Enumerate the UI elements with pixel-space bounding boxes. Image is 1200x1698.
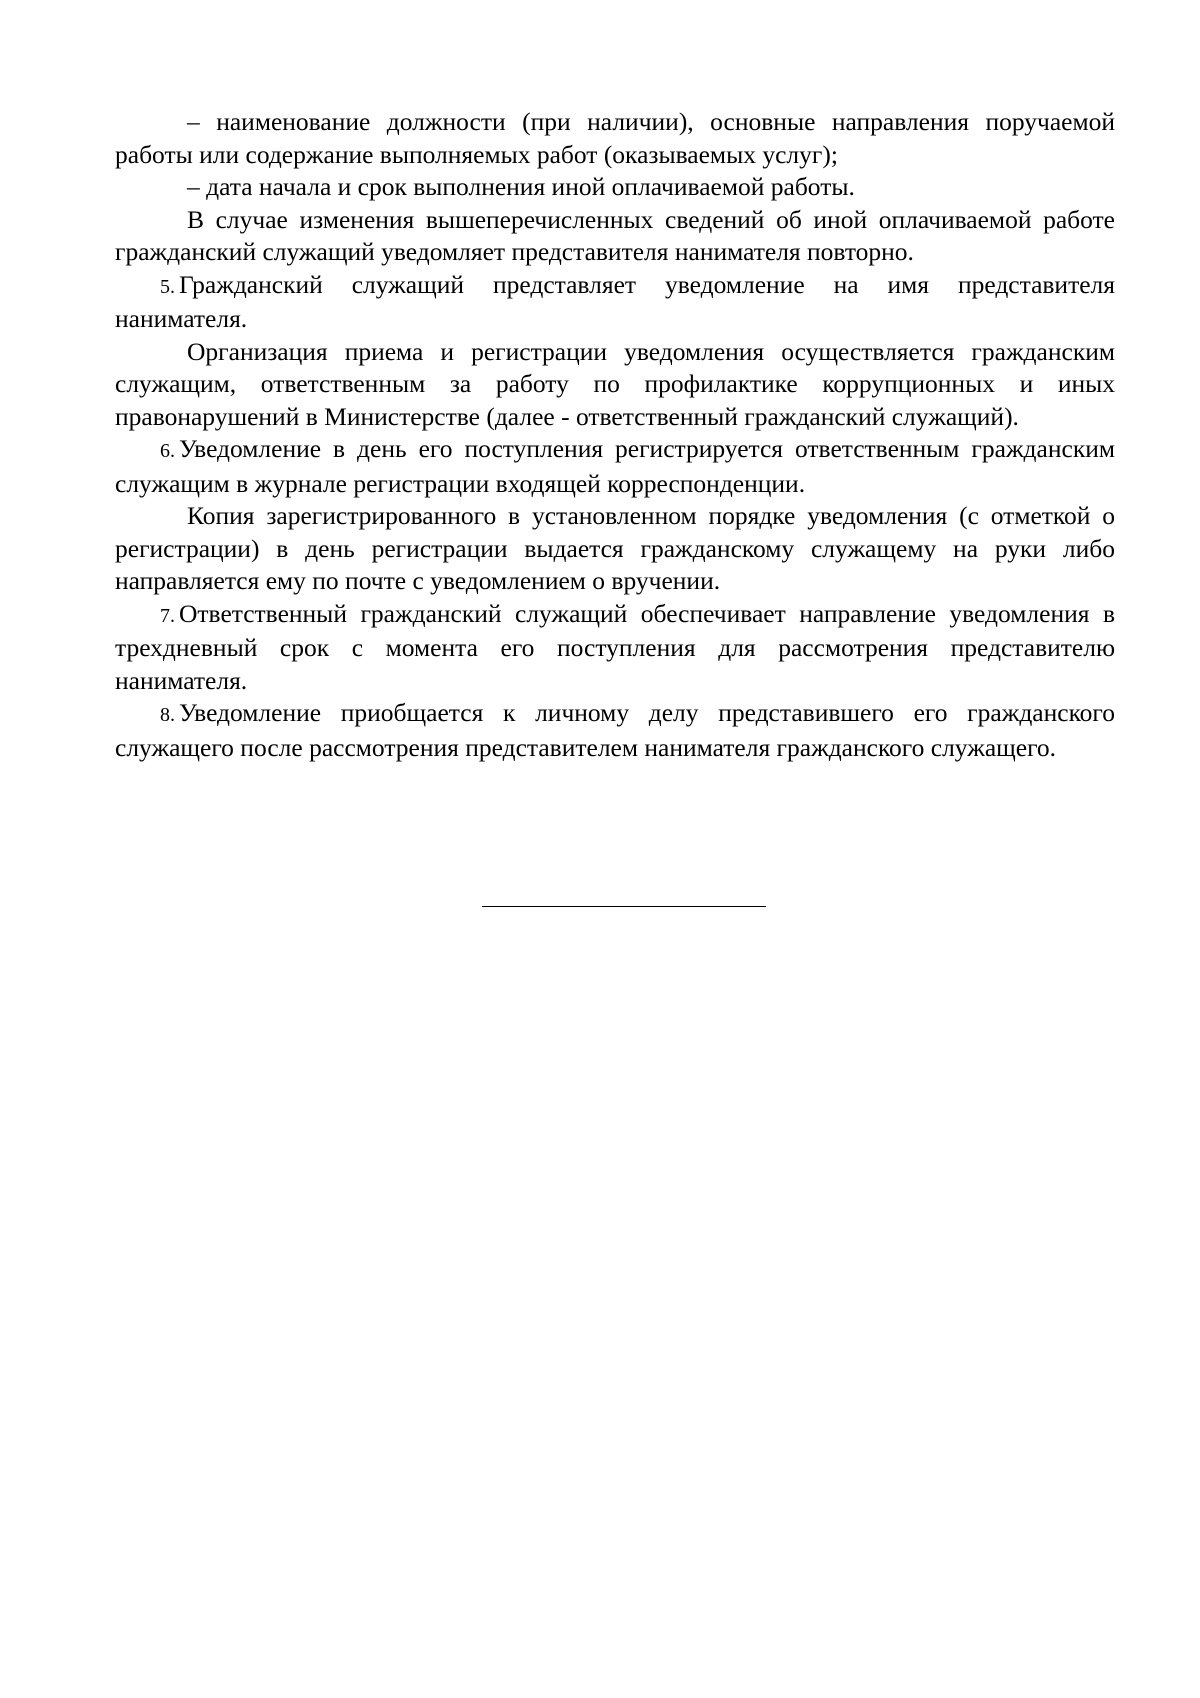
item-number: 6. bbox=[160, 440, 175, 462]
paragraph-item-6 bbox=[115, 433, 1115, 500]
item-text: Уведомление в день его поступления регистрируется ответственным гражданским служащим в журнале регистрации входящей корреспонденции. bbox=[115, 434, 1115, 498]
end-of-document-rule bbox=[482, 906, 766, 907]
paragraph-start-date: – дата начала и срок выполнения иной оплачиваемой работы. bbox=[187, 172, 855, 201]
paragraph-item-5 bbox=[115, 269, 1115, 336]
paragraph-item-7 bbox=[115, 598, 1115, 698]
paragraph-position-details: – наименование должности (при наличии), основные направления поручаемой работы или содержание выполняемых работ (оказываемых услуг); bbox=[115, 107, 1115, 169]
paragraph-change-notice: В случае изменения вышеперечисленных сведений об иной оплачиваемой работе гражданский служащий уведомляет представителя нанимателя повторно. bbox=[115, 204, 1115, 266]
item-number: 7. bbox=[160, 604, 175, 627]
paragraph-registration-organization: Организация приема и регистрации уведомления осуществляется гражданским служащим, ответственным за работу по профилактике коррупционных и иных правонарушений в Министерстве (далее - ответственный гражданский служащий). bbox=[115, 336, 1115, 431]
item-text: Гражданский служащий представляет уведомление на имя представителя нанимателя. bbox=[115, 269, 1115, 333]
paragraph-copy-issue: Копия зарегистрированного в установленном порядке уведомления (с отметкой о регистрации) в день регистрации выдается гражданскому служащему на руки либо направляется ему по почте с уведомлением о вручении. bbox=[115, 501, 1115, 595]
item-text: Уведомление приобщается к личному делу представившего его гражданского служащего после рассмотрения представителем нанимателя гражданского служащего. bbox=[115, 698, 1115, 762]
paragraph-item-8 bbox=[115, 697, 1115, 764]
item-number: 8. bbox=[160, 704, 175, 726]
item-text: Ответственный гражданский служащий обеспечивает направление уведомления в трехдневный срок с момента его поступления для рассмотрения представителю нанимателя. bbox=[115, 598, 1115, 695]
item-number: 5. bbox=[160, 275, 175, 298]
document-page bbox=[115, 106, 1115, 764]
